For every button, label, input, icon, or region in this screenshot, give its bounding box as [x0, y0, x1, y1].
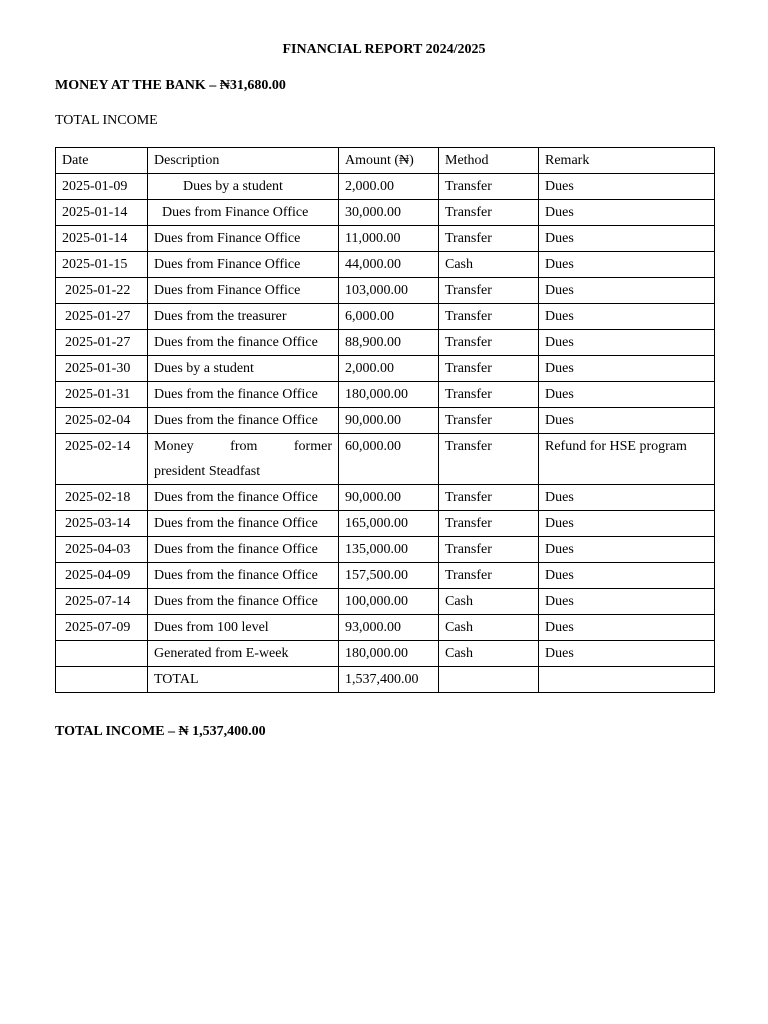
cell-description: Dues by a student: [148, 356, 339, 382]
cell-remark-empty: [539, 667, 715, 693]
table-row: [56, 641, 715, 667]
cell-amount: 100,000.00: [339, 589, 439, 615]
description-word: from: [230, 439, 258, 454]
cell-remark: Dues: [539, 382, 715, 408]
cell-description: Dues from the finance Office: [148, 563, 339, 589]
cell-remark: Dues: [539, 330, 715, 356]
cell-description: [148, 434, 339, 485]
cell-date: [56, 641, 148, 667]
cell-amount: 88,900.00: [339, 330, 439, 356]
table-row: [56, 615, 715, 641]
cell-method: Transfer: [439, 382, 539, 408]
table-header-row: [56, 148, 715, 174]
cell-remark: Dues: [539, 511, 715, 537]
cell-remark: Dues: [539, 356, 715, 382]
cell-remark: Dues: [539, 537, 715, 563]
table-row: [56, 174, 715, 200]
cell-date: 2025-02-14: [56, 434, 148, 485]
cell-remark: Refund for HSE program: [539, 434, 715, 485]
header-remark: Remark: [539, 148, 715, 174]
cell-date: 2025-07-14: [56, 589, 148, 615]
header-description: Description: [148, 148, 339, 174]
cell-date: 2025-01-27: [56, 304, 148, 330]
cell-method: Transfer: [439, 563, 539, 589]
cell-date: 2025-07-09: [56, 615, 148, 641]
income-heading: TOTAL INCOME: [55, 113, 158, 128]
cell-date: 2025-01-27: [56, 330, 148, 356]
cell-remark: Dues: [539, 200, 715, 226]
table-total-row: [56, 667, 715, 693]
cell-description: Dues from the finance Office: [148, 485, 339, 511]
description-word: Money: [154, 439, 194, 454]
table-row: [56, 330, 715, 356]
cell-description: Generated from E-week: [148, 641, 339, 667]
description-line-2: president Steadfast: [154, 464, 261, 479]
cell-description: Dues from the finance Office: [148, 537, 339, 563]
cell-date: 2025-02-18: [56, 485, 148, 511]
cell-date: 2025-01-14: [56, 200, 148, 226]
cell-description: Dues from Finance Office: [148, 226, 339, 252]
bank-balance-line: MONEY AT THE BANK – ₦31,680.00: [55, 78, 286, 93]
table-row: [56, 226, 715, 252]
table-row: [56, 382, 715, 408]
cell-remark: Dues: [539, 408, 715, 434]
description-line-1: [154, 434, 332, 459]
table-row: [56, 434, 715, 485]
cell-description: Dues from Finance Office: [148, 278, 339, 304]
cell-amount: 90,000.00: [339, 485, 439, 511]
cell-description: Dues from the finance Office: [148, 589, 339, 615]
cell-remark: Dues: [539, 252, 715, 278]
cell-date: 2025-04-09: [56, 563, 148, 589]
cell-amount: 6,000.00: [339, 304, 439, 330]
cell-date: 2025-01-30: [56, 356, 148, 382]
total-amount: 1,537,400.00: [339, 667, 439, 693]
cell-method: Transfer: [439, 174, 539, 200]
table-row: [56, 589, 715, 615]
table-row: [56, 278, 715, 304]
cell-method: Transfer: [439, 408, 539, 434]
cell-method: Cash: [439, 252, 539, 278]
cell-method: Transfer: [439, 226, 539, 252]
cell-description: Dues from Finance Office: [148, 200, 339, 226]
table-row: [56, 304, 715, 330]
cell-remark: Dues: [539, 304, 715, 330]
cell-method: Transfer: [439, 356, 539, 382]
header-method: Method: [439, 148, 539, 174]
report-title: FINANCIAL REPORT 2024/2025: [282, 42, 486, 57]
cell-method: Transfer: [439, 330, 539, 356]
cell-method: Transfer: [439, 537, 539, 563]
cell-remark: Dues: [539, 563, 715, 589]
cell-amount: 103,000.00: [339, 278, 439, 304]
cell-amount: 180,000.00: [339, 382, 439, 408]
cell-remark: Dues: [539, 226, 715, 252]
cell-method: Cash: [439, 589, 539, 615]
cell-date: 2025-01-15: [56, 252, 148, 278]
cell-date: 2025-01-14: [56, 226, 148, 252]
cell-description: Dues from the finance Office: [148, 330, 339, 356]
cell-method: Cash: [439, 615, 539, 641]
cell-description: Dues from the treasurer: [148, 304, 339, 330]
cell-date: 2025-01-31: [56, 382, 148, 408]
cell-amount: 157,500.00: [339, 563, 439, 589]
cell-remark: Dues: [539, 174, 715, 200]
cell-description: Dues by a student: [148, 174, 339, 200]
cell-amount: 11,000.00: [339, 226, 439, 252]
cell-amount: 135,000.00: [339, 537, 439, 563]
table-row: [56, 511, 715, 537]
cell-date: 2025-03-14: [56, 511, 148, 537]
table-row: [56, 537, 715, 563]
cell-date: 2025-01-22: [56, 278, 148, 304]
cell-remark: Dues: [539, 615, 715, 641]
cell-description: Dues from the finance Office: [148, 382, 339, 408]
cell-description: Dues from the finance Office: [148, 408, 339, 434]
cell-remark: Dues: [539, 278, 715, 304]
table-row: [56, 356, 715, 382]
cell-method: Transfer: [439, 278, 539, 304]
table-row: [56, 563, 715, 589]
cell-amount: 2,000.00: [339, 356, 439, 382]
cell-amount: 93,000.00: [339, 615, 439, 641]
cell-remark: Dues: [539, 485, 715, 511]
cell-description: Dues from 100 level: [148, 615, 339, 641]
cell-description: Dues from the finance Office: [148, 511, 339, 537]
cell-date: 2025-01-09: [56, 174, 148, 200]
cell-amount: 60,000.00: [339, 434, 439, 485]
cell-amount: 2,000.00: [339, 174, 439, 200]
cell-amount: 30,000.00: [339, 200, 439, 226]
table-row: [56, 200, 715, 226]
description-word: former: [293, 439, 332, 454]
cell-remark: Dues: [539, 589, 715, 615]
total-label: TOTAL: [148, 667, 339, 693]
cell-amount: 44,000.00: [339, 252, 439, 278]
cell-date: 2025-04-03: [56, 537, 148, 563]
cell-amount: 180,000.00: [339, 641, 439, 667]
income-table: [55, 147, 715, 693]
table-row: [56, 252, 715, 278]
header-amount: Amount (₦): [339, 148, 439, 174]
cell-remark: Dues: [539, 641, 715, 667]
table-row: [56, 485, 715, 511]
cell-date-empty: [56, 667, 148, 693]
cell-method: Transfer: [439, 485, 539, 511]
cell-date: 2025-02-04: [56, 408, 148, 434]
cell-method: Cash: [439, 641, 539, 667]
total-income-line: TOTAL INCOME – ₦ 1,537,400.00: [55, 724, 266, 739]
table-row: [56, 408, 715, 434]
cell-description: Dues from Finance Office: [148, 252, 339, 278]
cell-method-empty: [439, 667, 539, 693]
cell-amount: 165,000.00: [339, 511, 439, 537]
cell-method: Transfer: [439, 304, 539, 330]
header-date: Date: [56, 148, 148, 174]
cell-amount: 90,000.00: [339, 408, 439, 434]
cell-method: Transfer: [439, 200, 539, 226]
cell-method: Transfer: [439, 434, 539, 485]
cell-method: Transfer: [439, 511, 539, 537]
